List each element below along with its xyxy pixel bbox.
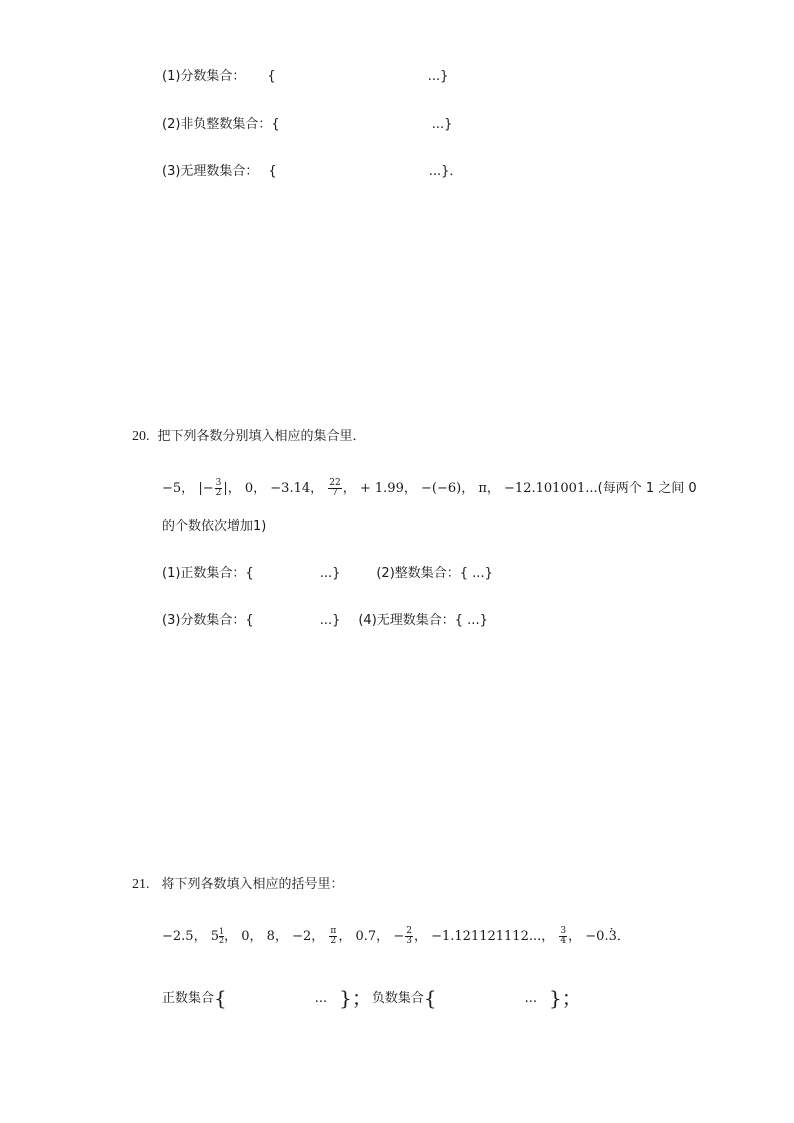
fraction-denominator: 4	[560, 936, 567, 946]
close-brace: }；	[339, 986, 372, 1010]
number-item: −1.121121112...，	[431, 929, 555, 944]
q21-set-row	[162, 986, 582, 1011]
q20-header	[132, 428, 366, 446]
fraction	[329, 927, 337, 946]
q20-note-continued	[162, 518, 266, 536]
q19-item-fraction-set	[162, 68, 448, 86]
open-brace: {	[268, 164, 277, 179]
open-brace: {	[423, 986, 437, 1010]
q19-item-nonneg-integer-set	[162, 116, 452, 134]
close-brace: }；	[549, 986, 582, 1010]
question-number: 20.	[132, 429, 150, 444]
fraction-numerator: 3	[560, 926, 567, 936]
separator: ，	[224, 929, 238, 944]
fraction-denominator: 7	[332, 488, 338, 498]
number-item: −3.14，	[270, 481, 324, 496]
number-item: 0，	[244, 481, 267, 496]
q21-number-list	[162, 926, 630, 948]
separator: ，	[413, 929, 427, 944]
mixed-number	[211, 929, 224, 944]
number-item: −2.5，	[162, 929, 207, 944]
open-brace: {	[271, 117, 280, 132]
question-prompt: 把下列各数分别填入相应的集合里．	[157, 429, 366, 444]
q21-header	[132, 876, 344, 894]
separator: ，	[568, 929, 582, 944]
number-item: 0.7，	[355, 929, 390, 944]
fraction-denominator: 2	[219, 936, 225, 945]
number-item: 0，	[241, 929, 263, 944]
number-item: −2，	[292, 929, 325, 944]
note: (每两个 1 之间 0	[597, 481, 697, 496]
integer-set-label: (2)整数集合：{ ...}	[376, 566, 493, 581]
fraction-denominator: 3	[406, 936, 412, 946]
mixed-whole: 5	[210, 929, 219, 944]
fraction-denominator: 2	[330, 936, 337, 946]
number-item: −12.101001...	[504, 481, 598, 496]
abs-close: |，	[223, 481, 241, 496]
close-brace: ...}．	[428, 164, 463, 179]
q20-set-row-2	[162, 612, 488, 630]
repeating-digit: · 3	[609, 926, 617, 948]
number-item: −0.	[585, 929, 609, 944]
close-brace: ...}	[431, 117, 453, 132]
ellipsis: ...	[524, 991, 538, 1006]
fraction-numerator: π	[330, 926, 337, 936]
positive-set-label: (1)正数集合：{	[162, 566, 254, 581]
open-brace: {	[267, 69, 276, 84]
open-brace: {	[214, 986, 227, 1010]
q20-set-row-1	[162, 565, 493, 583]
fraction-set-label: (3)分数集合：{	[162, 613, 254, 628]
q19-item-label: (2)非负整数集合：	[162, 117, 272, 132]
terminator: ．	[616, 929, 630, 944]
number-item: + 1.99，	[359, 481, 417, 496]
fraction	[215, 479, 223, 498]
close-brace: ...}	[319, 566, 341, 581]
note: 的个数依次增加1)	[162, 519, 267, 534]
separator: ，	[338, 929, 352, 944]
fraction-numerator: 22	[329, 478, 341, 488]
close-brace: ...}	[427, 69, 449, 84]
question-prompt: 将下列各数填入相应的括号里：	[161, 877, 344, 892]
close-brace: ...}	[319, 613, 341, 628]
ellipsis: ...	[314, 991, 328, 1006]
separator: ，	[342, 481, 356, 496]
positive-set-label: 正数集合	[162, 991, 215, 1006]
fraction-numerator: 2	[406, 926, 412, 936]
q19-item-label: (1)分数集合：	[162, 69, 246, 84]
abs-open: |−	[198, 481, 214, 496]
q19-item-irrational-set	[162, 163, 462, 181]
number-item: −(−6)，	[421, 481, 475, 496]
negative-set-label: 负数集合	[371, 991, 424, 1006]
irrational-set-label: (4)无理数集合：{ ...}	[358, 613, 488, 628]
q20-number-list	[162, 478, 697, 500]
fraction-numerator: 1	[219, 927, 225, 936]
fraction-denominator: 2	[215, 488, 222, 498]
minus-sign: −	[393, 929, 405, 944]
fraction-numerator: 3	[215, 478, 222, 488]
number-item: −5，	[162, 481, 195, 496]
fraction	[328, 479, 341, 498]
question-number: 21.	[132, 877, 150, 892]
fraction	[405, 927, 413, 946]
fraction	[559, 927, 567, 946]
q19-item-label: (3)无理数集合：	[162, 164, 259, 179]
number-item: π，	[478, 481, 500, 496]
number-item: 8，	[266, 929, 288, 944]
